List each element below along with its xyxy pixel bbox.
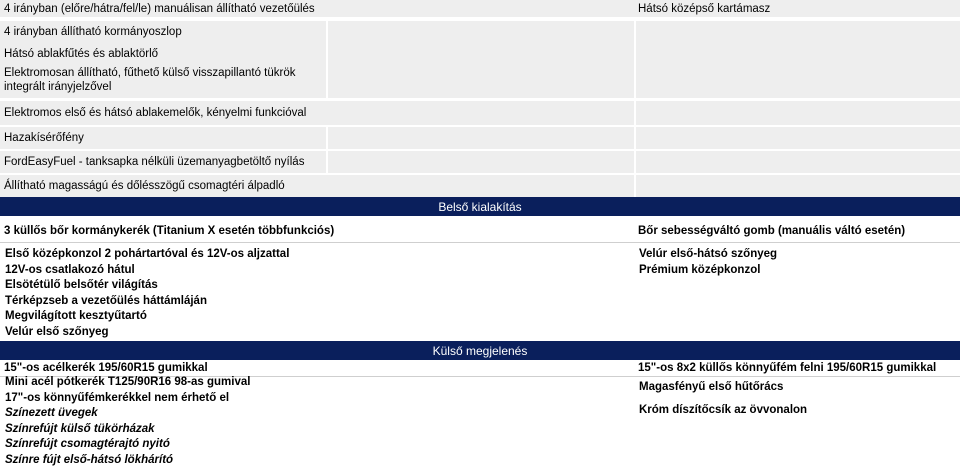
exterior-right-list [634, 380, 960, 418]
list-item: Színre fújt első-hátsó lökhárító [5, 453, 174, 466]
spec-cell-left: 4 irányban (előre/hátra/fel/le) manuálisan állítható vezetőülés [4, 2, 315, 15]
section-head-left: 3 küllős bőr kormánykerék (Titanium X esetén többfunkciós) [4, 225, 335, 237]
section-head-right: 15"-os 8x2 küllős könnyűfém felni 195/60R15 gumikkal [638, 361, 937, 374]
spec-cell-left: FordEasyFuel - tanksapka nélküli üzemanyagbetöltő nyílás [4, 156, 305, 168]
spec-cell-right [634, 43, 960, 64]
interior-right-list [634, 247, 960, 278]
section-head-row [0, 359, 960, 376]
spec-cell-right [634, 101, 960, 125]
list-item: Velúr első szőnyeg [5, 325, 109, 338]
section-banner-interior: Belső kialakítás [0, 197, 960, 216]
spec-row [0, 0, 960, 17]
spec-row [0, 101, 960, 125]
spec-row [0, 64, 960, 98]
spec-cell-right [634, 151, 960, 173]
list-item: Térképzseb a vezetőülés háttámláján [5, 294, 207, 307]
list-item: Prémium középkonzol [639, 263, 761, 276]
spec-cell-left: Elektromosan állítható, fűthető külső visszapillantó tükrök integrált irányjelzővel [4, 67, 296, 93]
list-item: Mini acél pótkerék T125/90R16 98-as gumival [5, 376, 251, 388]
list-item: Velúr első-hátsó szőnyeg [639, 248, 778, 260]
spec-cell-left: Állítható magasságú és dőlésszögű csomagtéri álpadló [4, 180, 285, 192]
list-item: Színrefújt csomagtérajtó nyitó [5, 438, 170, 451]
section-head-right: Bőr sebességváltó gomb (manuális váltó esetén) [638, 225, 906, 237]
section-head-left: 15"-os acélkerék 195/60R15 gumikkal [4, 361, 208, 374]
spec-row [0, 151, 960, 173]
list-item: Megvilágított kesztyűtartó [5, 310, 147, 323]
spec-cell-left: Hazakísérőfény [4, 132, 84, 144]
exterior-left-list [0, 375, 326, 469]
list-item: Színrefújt külső tükörházak [5, 422, 155, 435]
list-item: Színezett üvegek [5, 407, 98, 420]
list-item: 17"-os könnyűfémkerékkel nem érhető el [5, 391, 230, 404]
spec-cell-right [634, 64, 960, 98]
spec-row [0, 127, 960, 149]
spec-cell-right [634, 127, 960, 149]
list-item: Első középkonzol 2 pohártartóval és 12V-os aljzattal [5, 248, 290, 260]
spec-row [0, 175, 960, 197]
spec-cell-left: Elektromos első és hátsó ablakemelők, kényelmi funkcióval [4, 107, 307, 119]
spec-row [0, 43, 960, 64]
spec-cell-right: Hátsó középső kartámasz [638, 2, 771, 15]
list-item: 12V-os csatlakozó hátul [5, 263, 135, 276]
spec-cell-right [634, 175, 960, 197]
spec-row [0, 21, 960, 43]
list-item: Magasfényű első hűtőrács [639, 381, 784, 393]
section-head-row [0, 222, 960, 240]
list-item: Króm díszítőcsík az övvonalon [639, 403, 808, 416]
interior-left-list [0, 247, 326, 341]
section-banner-exterior: Külső megjelenés [0, 341, 960, 360]
spec-cell-left: 4 irányban állítható kormányoszlop [4, 26, 182, 38]
spec-cell-left: Hátsó ablakfűtés és ablaktörlő [4, 47, 159, 60]
list-item: Elsötétülő belsőtér világítás [5, 279, 158, 292]
spec-cell-right [634, 21, 960, 43]
spec-cell-mid [326, 21, 634, 43]
